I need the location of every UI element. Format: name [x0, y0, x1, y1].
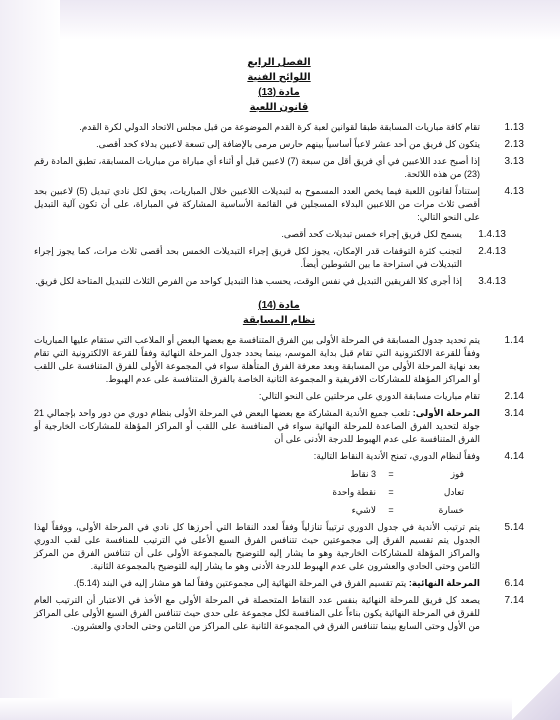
page-decoration-corner	[512, 672, 560, 720]
chapter-subtitle: اللوائح الفنية	[247, 72, 311, 83]
clause-text	[34, 390, 480, 403]
clause-body: يتكون كل فريق من أحد عشر لاعباً أساسياً بينهم حارس مرمى بالإضافة إلى تسعة لاعبين بدلاء كحد أقصى.	[96, 139, 480, 149]
document-content	[34, 55, 524, 637]
clause	[34, 334, 524, 386]
page-decoration-top	[0, 0, 560, 40]
points-label: تعادل	[443, 487, 464, 497]
clause-body: تقام كافة مباريات المسابقة طبقا لقوانين لعبة كرة القدم الموضوعة من قبل مجلس الاتحاد الدولي لكرة القدم.	[79, 122, 480, 132]
clause	[34, 450, 524, 463]
clause	[34, 521, 524, 573]
clause-text	[34, 594, 480, 633]
clause-number: 3.4.13	[478, 276, 506, 287]
points-row	[34, 503, 524, 517]
chapter-title: الفصل الرابع	[247, 57, 311, 68]
clause	[34, 577, 524, 590]
clause-text	[34, 228, 462, 241]
clause-body: إذا أجرى كلا الفريقين التبديل في نفس الوقت، يحسب هذا التبديل كواحد من الفرص الثلاث للتبديل المتاحة لكل فريق.	[35, 276, 462, 286]
clause-text	[34, 407, 480, 446]
points-value: نقطة واحدة	[332, 487, 376, 497]
clause-number: 3.14	[504, 408, 524, 419]
points-eq: =	[388, 505, 394, 515]
clause	[34, 138, 524, 151]
clause-body: يتم تحديد جدول المسابقة في المرحلة الأولى بين الفرق المتنافسة مع بعضها البعض أو الملاعب التي ستقام عليها المباريات وفقاً للقرعة الالكترونية التي تقام قبل بداية الموسم، بينما يحدد جدول المرحلة النهائية وفقاً للقرعة الالكترونية التي تقام بعد نهاية المرحلة الأولى من المسابقة وبعد معرفة الفرق المتأهلة سواء في المجموعة الأولى للفرق المتنافسة على اللقب أو المراكز المؤهلة للمشاركات الافريقية و المجموعة الثانية الخاصة بالفرق المتنافسة على عدم الهبوط.	[34, 335, 480, 384]
clause-body: إستناداً لقانون اللعبة فيما يخص العدد المسموح به لتبديلات اللاعبين خلال المباريات، يحق لكل نادي تبديل (5) لاعبين بحد أقصى ثلاث مرات من اللاعبين البدلاء المسجلين في القائمة الأساسية المشاركة في المباراة، على أن تكون آلية التبديل على النحو التالي:	[34, 186, 480, 222]
clause-body: يسمح لكل فريق إجراء خمس تبديلات كحد أقصى.	[281, 229, 462, 239]
points-row	[34, 467, 524, 481]
clause	[34, 407, 524, 446]
clause-body: تقام مباريات مسابقة الدوري على مرحلتين على النحو التالي:	[258, 391, 480, 401]
points-row	[34, 485, 524, 499]
clause-lead: المرحلة النهائية:	[408, 578, 480, 588]
clause-number: 6.14	[504, 578, 524, 589]
clause-text	[34, 185, 480, 224]
clause-body: يصعد كل فريق للمرحلة النهائية بنفس عدد النقاط المتحصلة في المرحلة الأولى مع الأخذ في الاعتبار أن الترتيب العام للفرق في المرحلة النهائية يكون بناءاً على المنافسة لكل مجموعة على حدى حيث تتنافس الفرق السبع الأولى على المراكز من الأول وحتى السابع بينما تتنافس الفرق في المجموعة الثانية على المراكز من الثامن وحتى الحادي والعشرون.	[34, 595, 480, 631]
clause-number: 4.14	[504, 451, 524, 462]
article-14-subtitle: نظام المسابقة	[242, 315, 316, 326]
clause-number: 7.14	[504, 595, 524, 606]
article-14-title: مادة (14)	[258, 300, 300, 311]
points-eq: =	[388, 469, 394, 479]
points-value: 3 نقاط	[350, 469, 376, 479]
clause	[34, 121, 524, 134]
clause-number: 2.14	[504, 391, 524, 402]
clause	[34, 390, 524, 403]
sub-clause	[34, 275, 524, 288]
article-13-title: مادة (13)	[258, 87, 300, 98]
clause-text	[34, 450, 480, 463]
clause	[34, 594, 524, 633]
page-decoration-bottom	[0, 698, 560, 720]
clause-number: 3.13	[504, 156, 524, 167]
sub-clause	[34, 228, 524, 241]
clause-text	[34, 275, 462, 288]
sub-clause	[34, 245, 524, 271]
clause-lead: المرحلة الأولى:	[412, 408, 481, 418]
clause-text	[34, 334, 480, 386]
clause-body: إذا أصبح عدد اللاعبين في أي فريق أقل من سبعة (7) لاعبين قبل أو أثناء أي مباراة من مباريات المسابقة، تطبق المادة رقم (23) من هذه اللائحة.	[34, 156, 481, 179]
clause-number: 2.13	[504, 139, 524, 150]
clause-body: يتم ترتيب الأندية في جدول الدوري ترتيباً تنازلياً وفقاً لعدد النقاط التي أحرزها كل نادي في المرحلة الأولى، ووفقاً لهذا الجدول يتم تقسيم الفرق إلى مجموعتين حيث تتنافس الفرق السبع الأعلى في الترتيب للمنافسة على لقب الدوري والمراكز المؤهلة للمشاركات الخارجية وهو ما يشار إليه للتوضيح بالمجموعة الأولى على أن تتنافس الفرق من المركز الثامن وحتى الحادي والعشرون على عدم الهبوط للدرجة الأدنى وهو ما يشار إليه للتوضيح بالمجموعة الثانية.	[34, 522, 480, 571]
clause-number: 1.13	[504, 122, 524, 133]
clause-body: وفقاً لنظام الدوري، تمنح الأندية النقاط التالية:	[313, 451, 480, 461]
clause-text	[34, 245, 462, 271]
clause-text	[34, 138, 480, 151]
points-value: لاشيء	[351, 505, 376, 515]
clause	[34, 155, 524, 181]
clause-number: 1.14	[504, 335, 524, 346]
clause-text	[34, 577, 480, 590]
clause	[34, 185, 524, 224]
clause-text	[34, 521, 480, 573]
clause-number: 1.4.13	[478, 229, 506, 240]
clause-text	[34, 121, 480, 134]
clause-number: 4.13	[504, 186, 524, 197]
points-label: خسارة	[438, 505, 464, 515]
points-eq: =	[388, 487, 394, 497]
points-label: فوز	[450, 469, 464, 479]
article-13-subtitle: قانون اللعبة	[249, 102, 309, 113]
clause-body: تلعب جميع الأندية المشاركة مع بعضها البعض في المرحلة الأولى بنظام دوري من دور واحد بإجمالي 21 جولة لتحديد الفرق الصاعدة للمرحلة النهائية سواء في المنافسة على اللقب أو المراكز المؤهلة للمشاركات الخارجية أو الفرق المتنافسة على عدم الهبوط للدرجة الأدنى على أن	[34, 408, 480, 444]
clause-body: لتجنب كثرة التوقفات قدر الإمكان، يجوز لكل فريق إجراء التبديلات الخمس بحد أقصى ثلاث مرات، كما يجوز إجراء التبديلات في استراحة ما بين الشوطين أيضاً.	[34, 246, 462, 269]
clause-text	[34, 155, 480, 181]
clause-body: يتم تقسيم الفرق في المرحلة النهائية إلى مجموعتين وفقاً لما هو مشار إليه في البند (5.14).	[73, 578, 409, 588]
clause-number: 2.4.13	[478, 246, 506, 257]
clause-number: 5.14	[504, 522, 524, 533]
